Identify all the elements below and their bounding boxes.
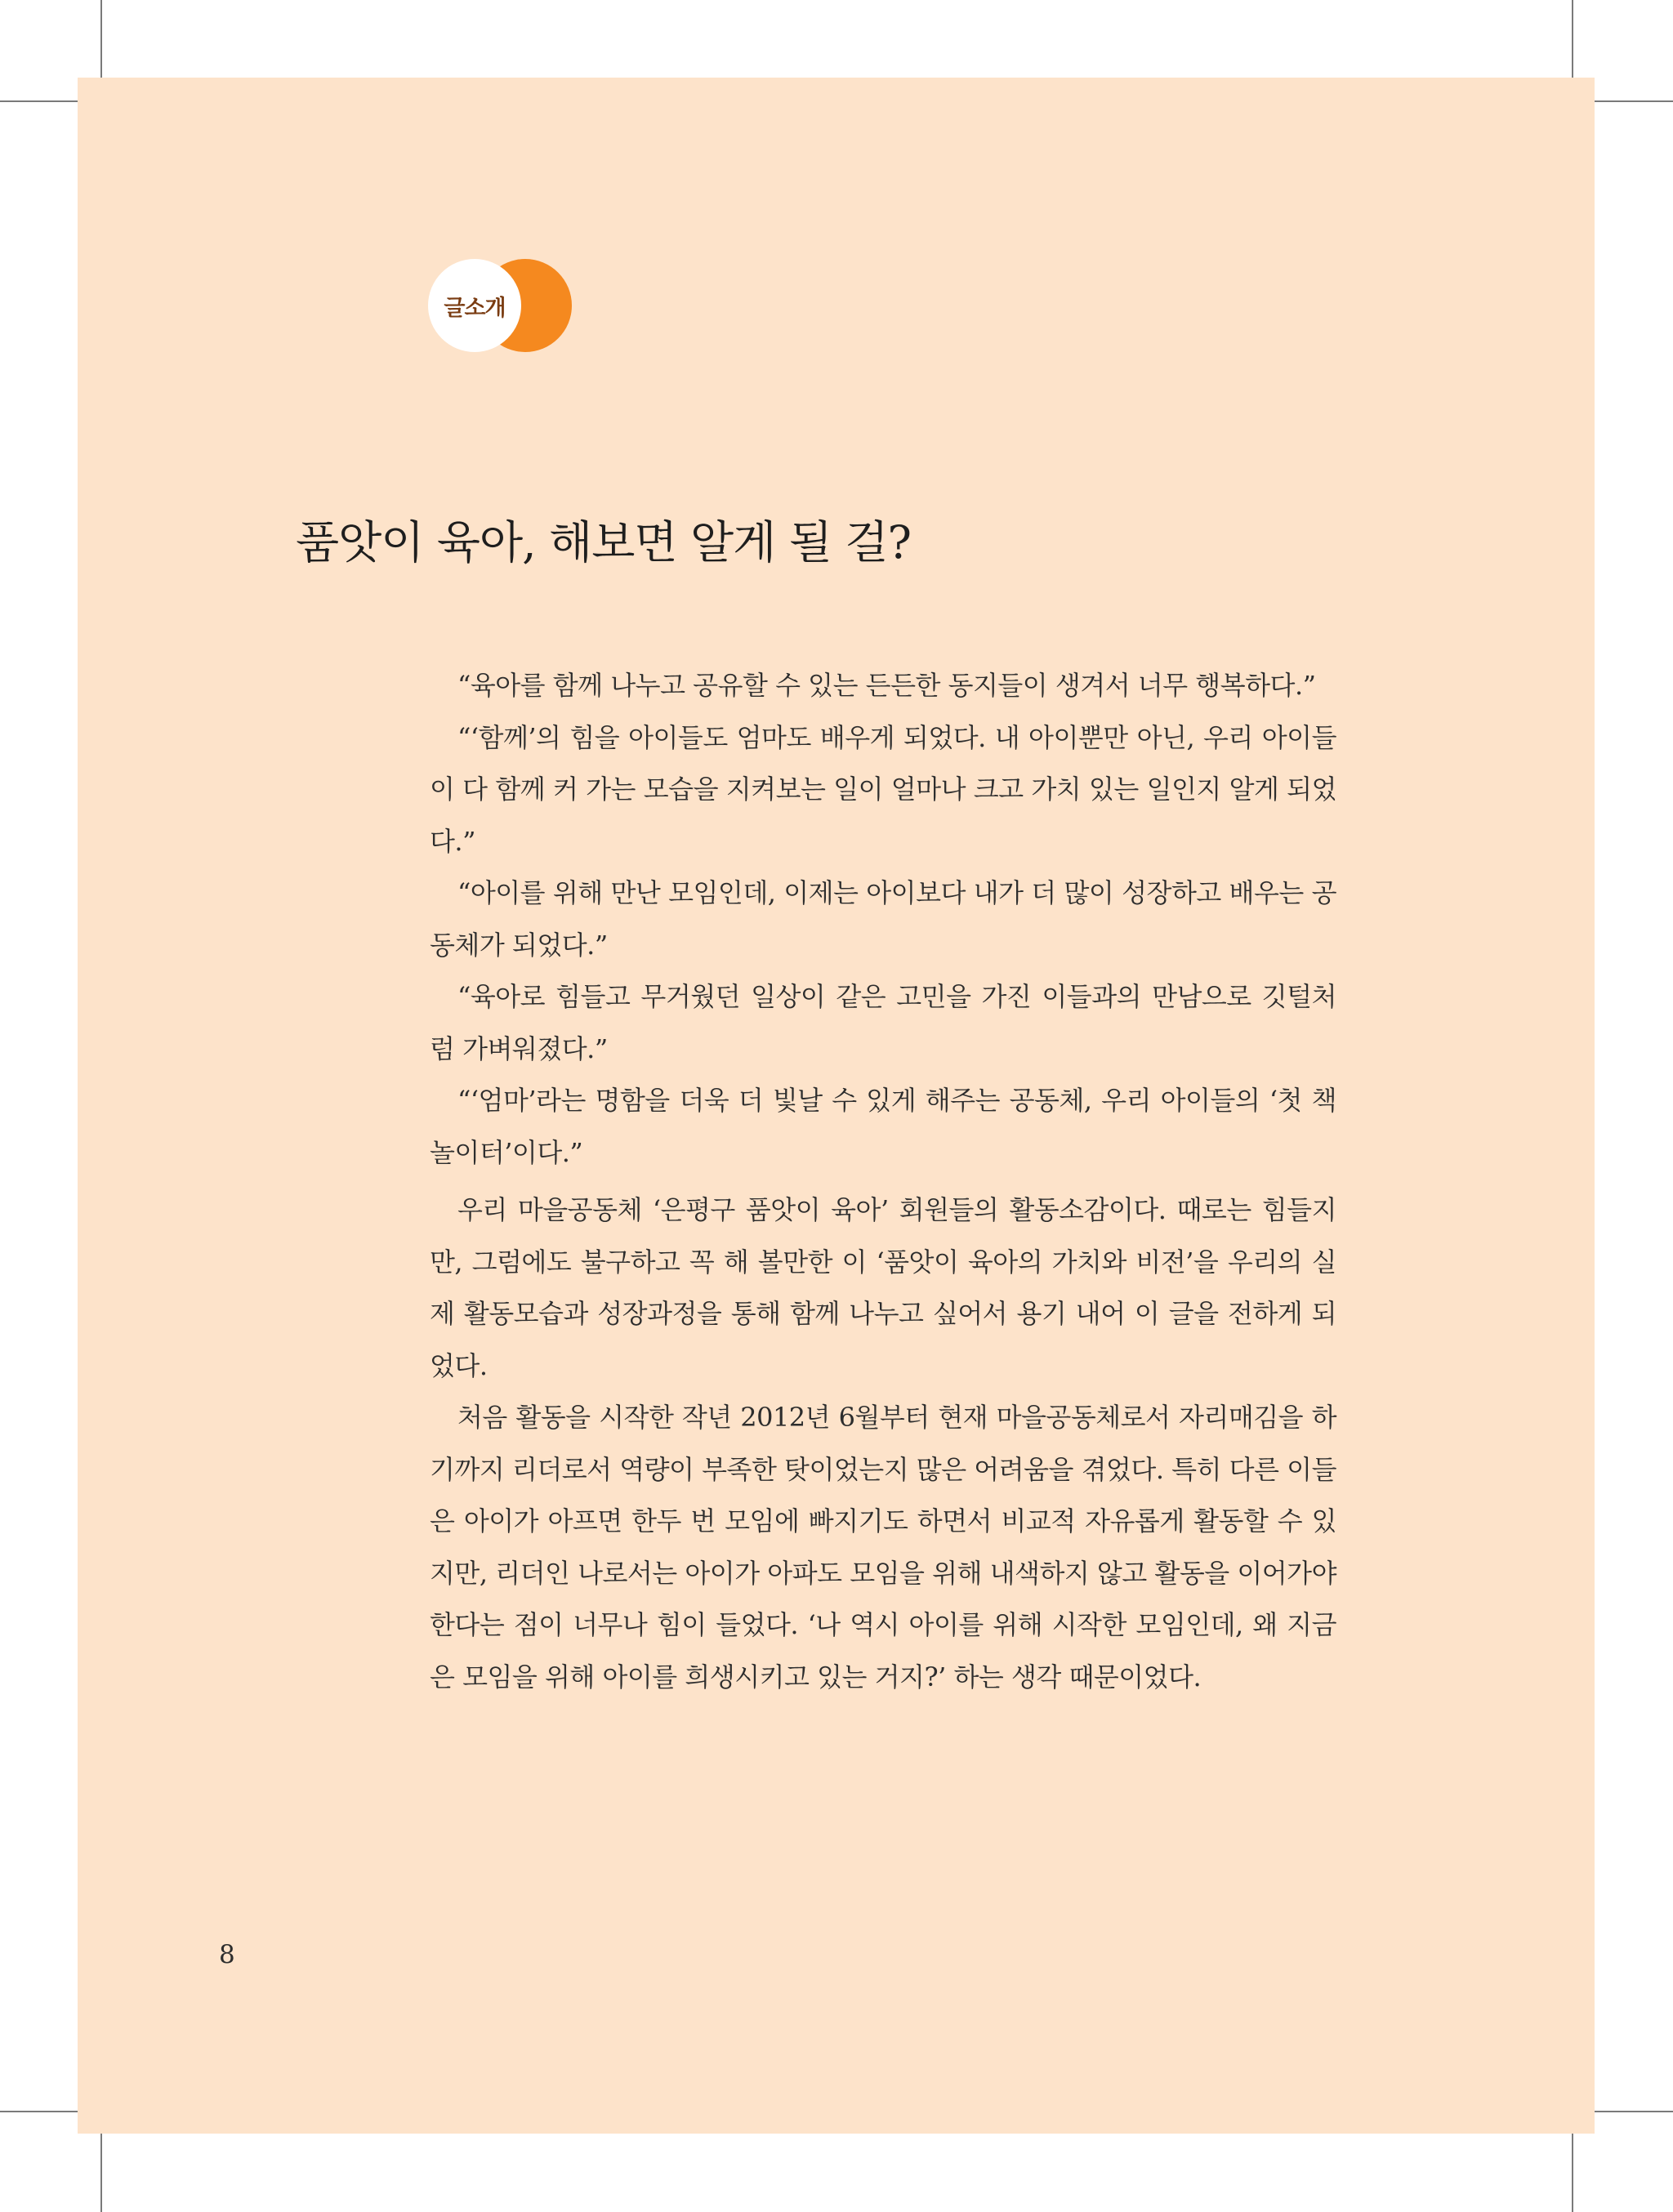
body-text-block [430,1184,1336,1703]
page-number: 8 [219,1940,235,1969]
crop-mark-bottom-left [100,2134,102,2212]
crop-mark-left-bottom [0,2111,78,2112]
quotes-block [430,660,1336,1179]
crop-mark-left-top [0,100,78,102]
quote-paragraph: “육아를 함께 나누고 공유할 수 있는 든든한 동지들이 생겨서 너무 행복하다.” [457,670,1316,701]
quote-paragraph: “‘엄마’라는 명함을 더욱 더 빛날 수 있게 해주는 공동체, 우리 아이들의 ‘첫 책 놀이터’이다.” [430,1085,1336,1168]
quote-paragraph: “육아로 힘들고 무거웠던 일상이 같은 고민을 가진 이들과의 만남으로 깃털처럼 가벼워졌다.” [430,981,1336,1064]
crop-mark-bottom-right [1572,2134,1573,2212]
crop-mark-top-left [100,0,102,78]
crop-mark-right-top [1595,100,1673,102]
quote-paragraph: “‘함께’의 힘을 아이들도 엄마도 배우게 되었다. 내 아이뿐만 아닌, 우리 아이들이 다 함께 커 가는 모습을 지켜보는 일이 얼마나 크고 가치 있는 일인지 알게 되었다.” [430,721,1336,857]
body-paragraph: 처음 활동을 시작한 작년 2012년 6월부터 현재 마을공동체로서 자리매김을 하기까지 리더로서 역량이 부족한 탓이었는지 많은 어려움을 겪었다. 특히 다른 이들은 아이가 아프면 한두 번 모임에 빠지기도 하면서 비교적 자유롭게 활동할 수 있지만, 리더인 나로서는 아이가 아파도 모임을 위해 내색하지 않고 활동을 이어가야 한다는 점이 너무나 힘이 들었다. ‘나 역시 아이를 위해 시작한 모임인데, 왜 지금은 모임을 위해 아이를 희생시키고 있는 거지?’ 하는 생각 때문이었다. [430,1402,1336,1692]
crop-mark-right-bottom [1595,2111,1673,2112]
badge-white-circle [428,259,521,352]
quote-paragraph: “아이를 위해 만난 모임인데, 이제는 아이보다 내가 더 많이 성장하고 배우는 공동체가 되었다.” [430,877,1336,961]
badge-label: 글소개 [444,295,506,321]
crop-mark-top-right [1572,0,1573,78]
section-badge [428,259,575,352]
page-title: 품앗이 육아, 해보면 알게 될 걸? [296,516,911,569]
body-paragraph: 우리 마을공동체 ‘은평구 품앗이 육아’ 회원들의 활동소감이다. 때로는 힘들지만, 그럼에도 불구하고 꼭 해 볼만한 이 ‘품앗이 육아의 가치와 비전’을 우리의 실제 활동모습과 성장과정을 통해 함께 나누고 싶어서 용기 내어 이 글을 전하게 되었다. [430,1194,1336,1381]
